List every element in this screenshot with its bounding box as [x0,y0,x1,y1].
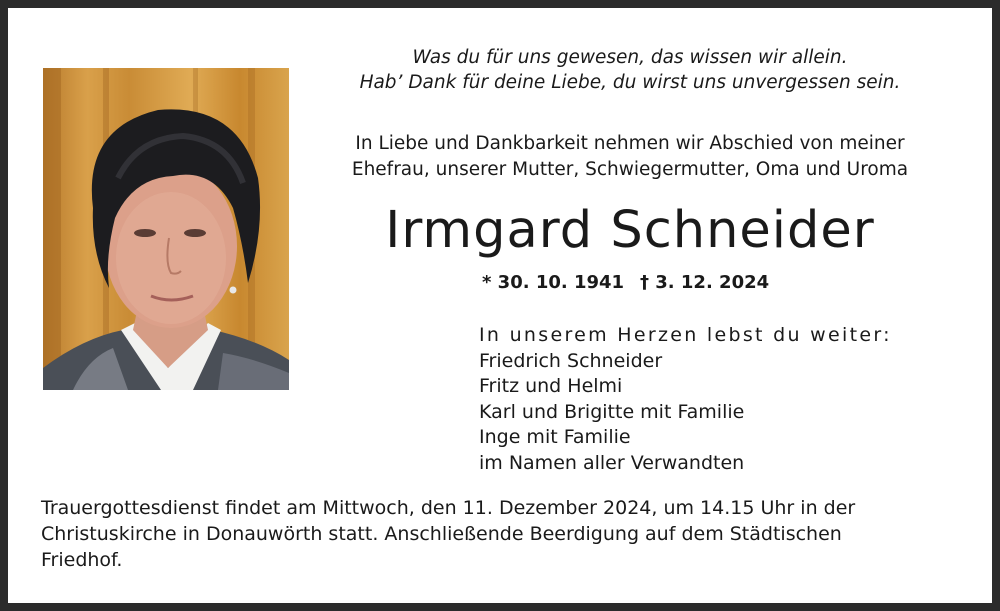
service-line-2: Christuskirche in Donauwörth statt. Anschließende Beerdigung auf dem Städtischen [41,523,842,545]
service-line-3: Friedhof. [41,549,123,571]
quote-line-2: Hab’ Dank für deine Liebe, du wirst uns unvergessen sein. [359,72,901,93]
quote-line-1: Was du für uns gewesen, das wissen wir allein. [412,47,848,68]
obituary-card [8,8,992,603]
mourner-name: Inge mit Familie [479,426,631,448]
intro-line-2: Ehefrau, unserer Mutter, Schwiegermutter, Oma und Uroma [351,159,909,180]
mourner-name: Friedrich Schneider [479,349,663,372]
mourner-name: Karl und Brigitte mit Familie [479,400,745,423]
death-date: † 3. 12. 2024 [640,272,770,293]
service-notice [41,495,855,573]
mourners-heading: In unserem Herzen lebst du weiter: [479,324,892,346]
mourner-name: im Namen aller Verwandten [479,451,745,474]
portrait-photo [43,68,289,390]
birth-date: * 30. 10. 1941 [482,272,625,293]
service-line-1: Trauergottesdienst findet am Mittwoch, den 11. Dezember 2024, um 14.15 Uhr in der [41,497,856,519]
mourner-name: Fritz und Helmi [479,375,623,397]
deceased-name: Irmgard Schneider [385,201,875,260]
mourners-block [479,323,892,476]
intro-line-1: In Liebe und Dankbarkeit nehmen wir Abschied von meiner [355,133,905,154]
